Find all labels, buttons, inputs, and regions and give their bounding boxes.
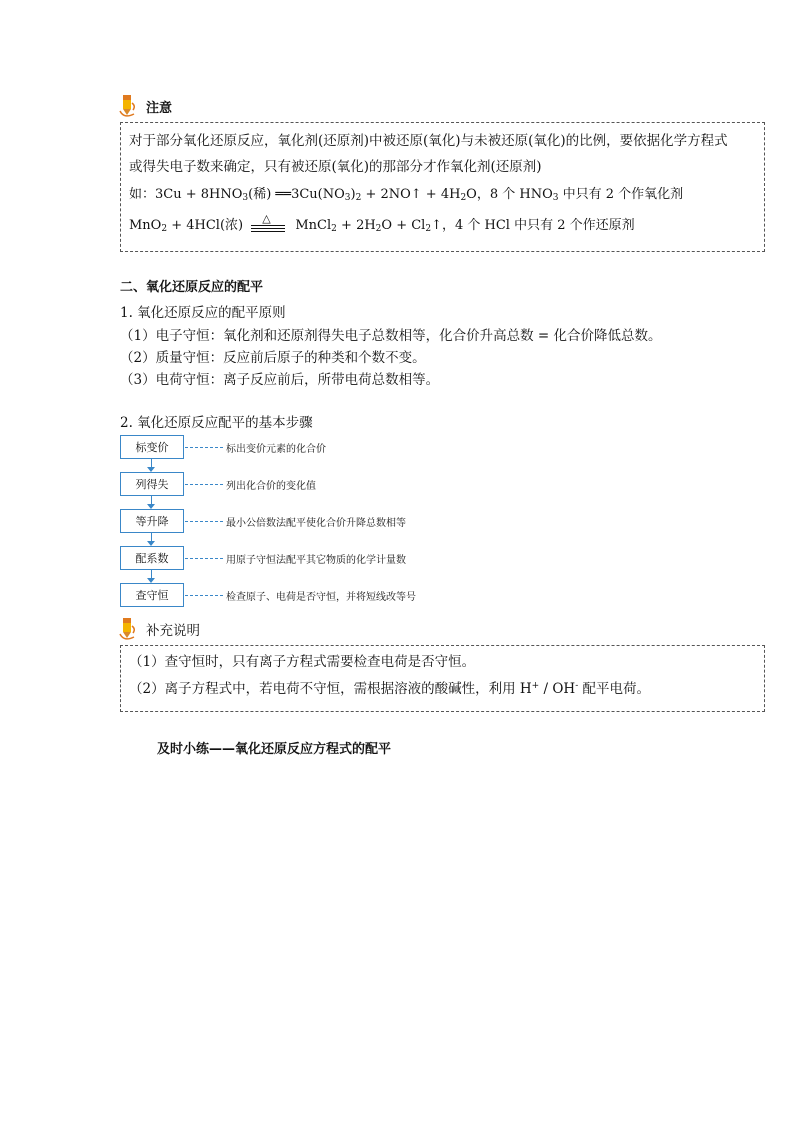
supplement-line-1: （1）查守恒时，只有离子方程式需要检查电荷是否守恒。 (129, 654, 476, 670)
principle-3: （3）电荷守恒：离子反应前后，所带电荷总数相等。 (120, 372, 440, 388)
step-connector-1 (185, 447, 223, 448)
step-desc-3: 最小公倍数法配平使化合价升降总数相等 (226, 518, 406, 529)
step-connector-4 (185, 558, 223, 559)
note-header (118, 93, 172, 119)
equals-arrow: ══ (275, 187, 292, 202)
principle-2: （2）质量守恒：反应前后原子的种类和个数不变。 (120, 350, 426, 366)
note-equation-1: 如：$3Cu + 8HNO_3$(稀) $══3Cu(NO_3)_2$ + 2NO↑ + $4H_2O$，8 个 $HNO_3$ 中只有 2 个作氧化剂 (129, 187, 684, 203)
step-desc-2: 列出化合价的变化值 (226, 481, 316, 492)
supplement-header (118, 616, 200, 642)
supplement-header-label: 补充说明 (146, 623, 200, 639)
pen-note-icon (118, 616, 140, 642)
section-2-subtitle-1: 1. 氧化还原反应的配平原则 (120, 305, 286, 321)
principle-1: （1）电子守恒：氧化剂和还原剂得失电子总数相等，化合价升高总数 = 化合价降低总数。 (120, 328, 662, 344)
step-box-3: 等升降 (120, 509, 184, 533)
step-desc-1: 标出变价元素的化合价 (226, 444, 326, 455)
section-2-subtitle-2: 2. 氧化还原反应配平的基本步骤 (120, 415, 313, 431)
section-2-title: 二、氧化还原反应的配平 (120, 280, 264, 295)
step-connector-3 (185, 521, 223, 522)
note-equation-2: MnO$_2$ + 4HCl(浓) △ MnCl$_2$ + $2H_2O$ + $Cl_2↑$，4 个 HCl 中只有 2 个作还原剂 (129, 211, 635, 234)
note-header-label: 注意 (146, 100, 173, 116)
step-box-4: 配系数 (120, 546, 184, 570)
heat-equals-sign: △ (251, 219, 287, 233)
step-connector-5 (185, 595, 223, 596)
supplement-line-2: （2）离子方程式中，若电荷不守恒，需根据溶液的酸碱性，利用 H+ / OH- 配平电荷。 (129, 681, 651, 697)
step-box-5: 查守恒 (120, 583, 184, 607)
step-connector-2 (185, 484, 223, 485)
step-desc-4: 用原子守恒法配平其它物质的化学计量数 (226, 555, 406, 566)
step-desc-5: 检查原子、电荷是否守恒，并将短线改等号 (226, 592, 416, 603)
note-line-1: 对于部分氧化还原反应，氧化剂(还原剂)中被还原(氧化)与未被还原(氧化)的比例，要依据化学方程式 (129, 133, 728, 149)
step-box-2: 列得失 (120, 472, 184, 496)
note-line-2: 或得失电子数来确定，只有被还原(氧化)的那部分才作氧化剂(还原剂) (129, 159, 542, 175)
practice-title: 及时小练——氧化还原反应方程式的配平 (157, 742, 392, 757)
step-box-1: 标变价 (120, 435, 184, 459)
pen-note-icon (118, 93, 140, 119)
